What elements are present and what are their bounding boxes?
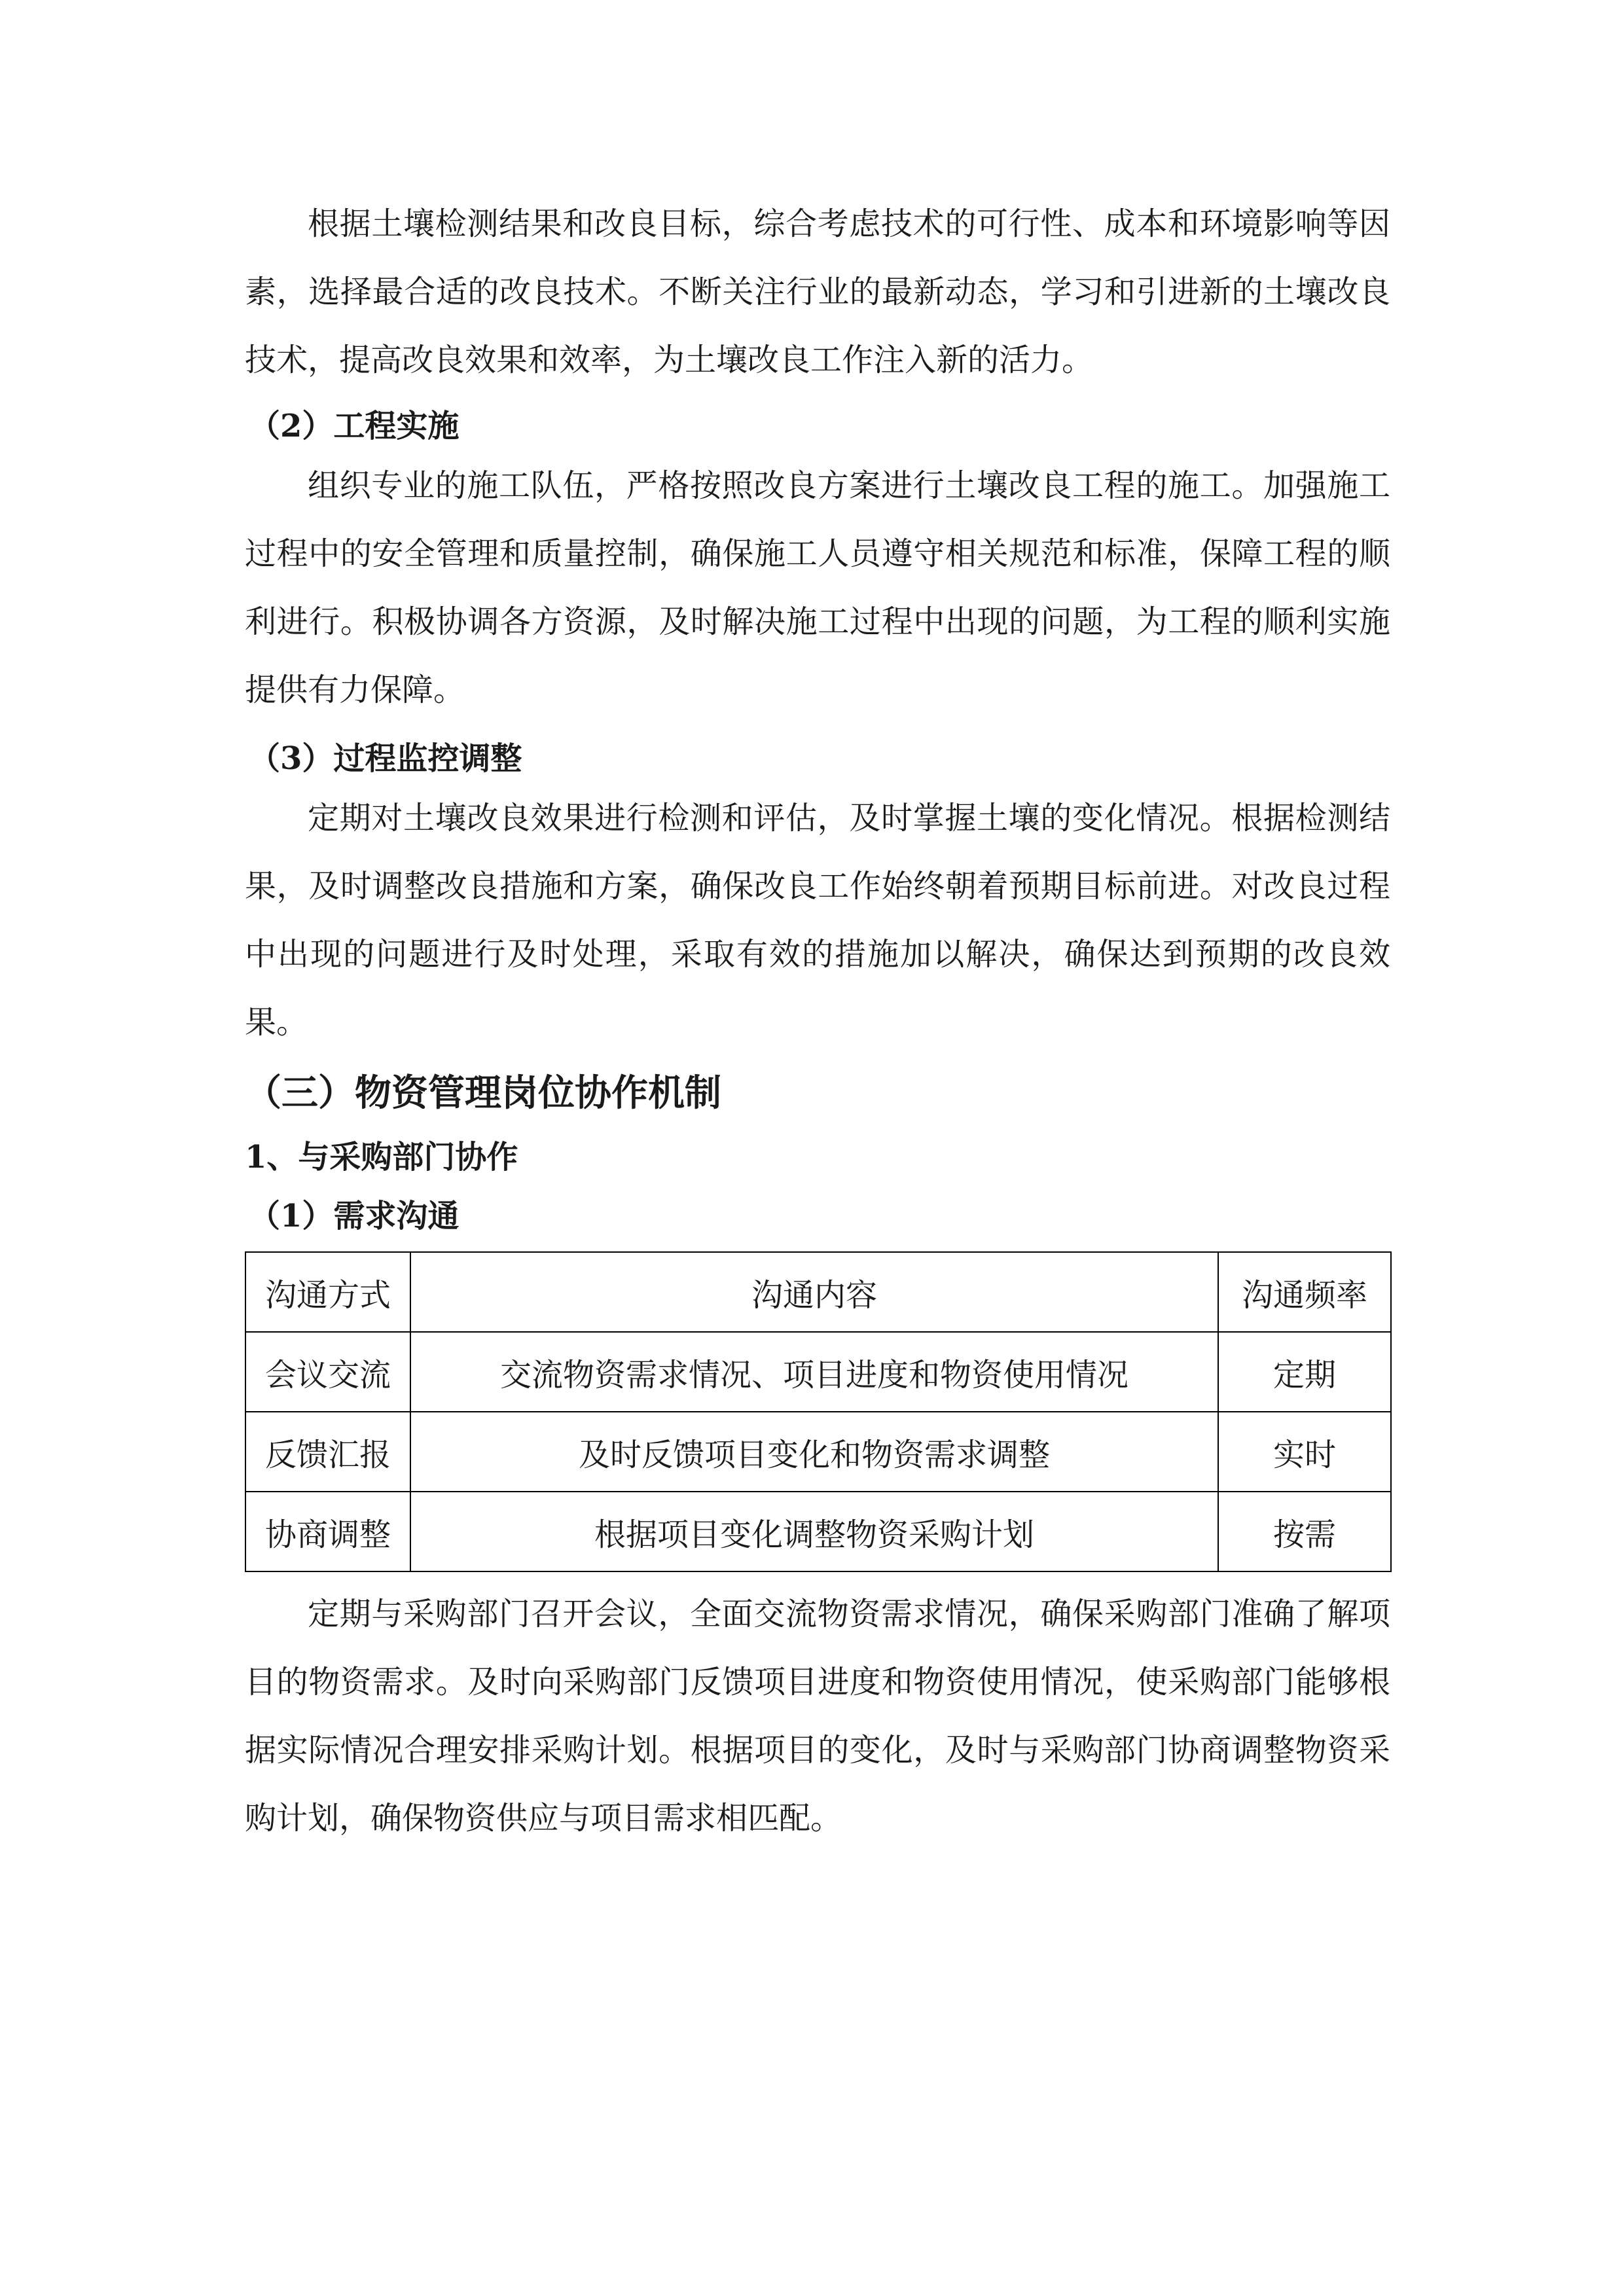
table-cell-method: 协商调整 (245, 1492, 410, 1571)
section-heading-material-management: （三）物资管理岗位协作机制 (245, 1071, 721, 1115)
table-row (245, 1492, 1391, 1571)
table-cell-content: 及时反馈项目变化和物资需求调整 (410, 1412, 1218, 1492)
table-header-method: 沟通方式 (245, 1252, 410, 1332)
table-cell-method: 反馈汇报 (245, 1412, 410, 1492)
heading-demand-communication: （1）需求沟通 (249, 1198, 460, 1234)
heading-process-monitoring: （3）过程监控调整 (249, 740, 522, 777)
paragraph-project-implementation: 组织专业的施工队伍，严格按照改良方案进行土壤改良工程的施工。加强施工过程中的安全管理和质量控制，确保施工人员遵守相关规范和标准，保障工程的顺利进行。积极协调各方资源，及时解决施工过程中出现的问题，为工程的顺利实施提供有力保障。 (245, 467, 1390, 708)
table-cell-frequency: 实时 (1218, 1412, 1391, 1492)
paragraph-process-monitoring: 定期对土壤改良效果进行检测和评估，及时掌握土壤的变化情况。根据检测结果，及时调整改良措施和方案，确保改良工作始终朝着预期目标前进。对改良过程中出现的问题进行及时处理，采取有效的措施加以解决，确保达到预期的改良效果。 (245, 800, 1390, 1041)
heading-purchase-cooperation: 1、与采购部门协作 (245, 1139, 518, 1175)
table-cell-frequency: 按需 (1218, 1492, 1391, 1571)
table-cell-content: 根据项目变化调整物资采购计划 (410, 1492, 1218, 1571)
paragraph-purchase-coordination: 定期与采购部门召开会议，全面交流物资需求情况，确保采购部门准确了解项目的物资需求。及时向采购部门反馈项目进度和物资使用情况，使采购部门能够根据实际情况合理安排采购计划。根据项目的变化，及时与采购部门协商调整物资采购计划，确保物资供应与项目需求相匹配。 (245, 1596, 1390, 1837)
paragraph-technology-selection: 根据土壤检测结果和改良目标，综合考虑技术的可行性、成本和环境影响等因素，选择最合适的改良技术。不断关注行业的最新动态，学习和引进新的土壤改良技术，提高改良效果和效率，为土壤改良工作注入新的活力。 (245, 206, 1390, 378)
table-header-frequency: 沟通频率 (1218, 1252, 1391, 1332)
table-cell-method: 会议交流 (245, 1332, 410, 1412)
table-row (245, 1412, 1391, 1492)
table-header-content: 沟通内容 (410, 1252, 1218, 1332)
heading-project-implementation: （2）工程实施 (249, 408, 460, 444)
table-header-row (245, 1252, 1391, 1332)
table-cell-content: 交流物资需求情况、项目进度和物资使用情况 (410, 1332, 1218, 1412)
communication-table (245, 1251, 1392, 1572)
table-cell-frequency: 定期 (1218, 1332, 1391, 1412)
table-row (245, 1332, 1391, 1412)
